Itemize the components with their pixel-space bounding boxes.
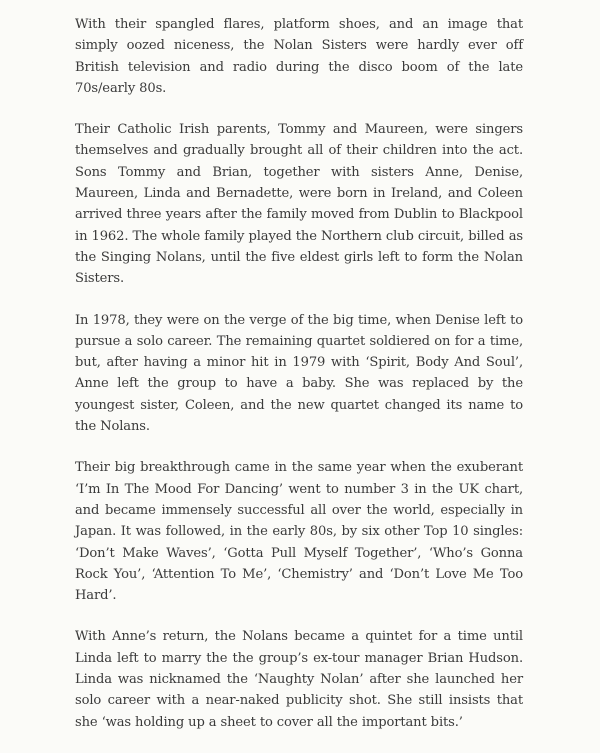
- paragraph-quintet: With Anne’s return, the Nolans became a quintet for a time until Linda left to marry the the group’s ex-tour manager Brian Hudson. Linda was nicknamed the ‘Naughty Nolan’ after she launched her solo career with a near-naked publicity shot. She still insists that she ‘was holding up a sheet to cover all the important bits.’: [75, 629, 523, 730]
- paragraph-intro: With their spangled flares, platform shoes, and an image that simply oozed niceness, the Nolan Sisters were hardly ever off British television and radio during the disco boom of the late 70s/early 80s.: [75, 17, 523, 96]
- liner-notes-page: [75, 14, 523, 753]
- paragraph-1978: In 1978, they were on the verge of the big time, when Denise left to pursue a solo career. The remaining quartet soldiered on for a time, but, after having a minor hit in 1979 with ‘Spirit, Body And Soul’, Anne left the group to have a baby. She was replaced by the youngest sister, Coleen, and the new quartet changed its name to the Nolans.: [75, 312, 523, 435]
- paragraph-breakthrough: Their big breakthrough came in the same year when the exuberant ‘I’m In The Mood For Dancing’ went to number 3 in the UK chart, and became immensely successful all over the world, especially in Japan. It was followed, in the early 80s, by six other Top 10 singles: ‘Don’t Make Waves’, ‘Gotta Pull Myself Together’, ‘Who’s Gonna Rock You’, ‘Attention To Me’, ‘Chemistry’ and ‘Don’t Love Me Too Hard’.: [75, 460, 523, 604]
- paragraph-family: Their Catholic Irish parents, Tommy and Maureen, were singers themselves and gradually brought all of their children into the act. Sons Tommy and Brian, together with sisters Anne, Denise, Maureen, Linda and Bernadette, were born in Ireland, and Coleen arrived three years after the family moved from Dublin to Blackpool in 1962. The whole family played the Northern club circuit, billed as the Singing Nolans, until the five eldest girls left to form the Nolan Sisters.: [75, 122, 523, 287]
